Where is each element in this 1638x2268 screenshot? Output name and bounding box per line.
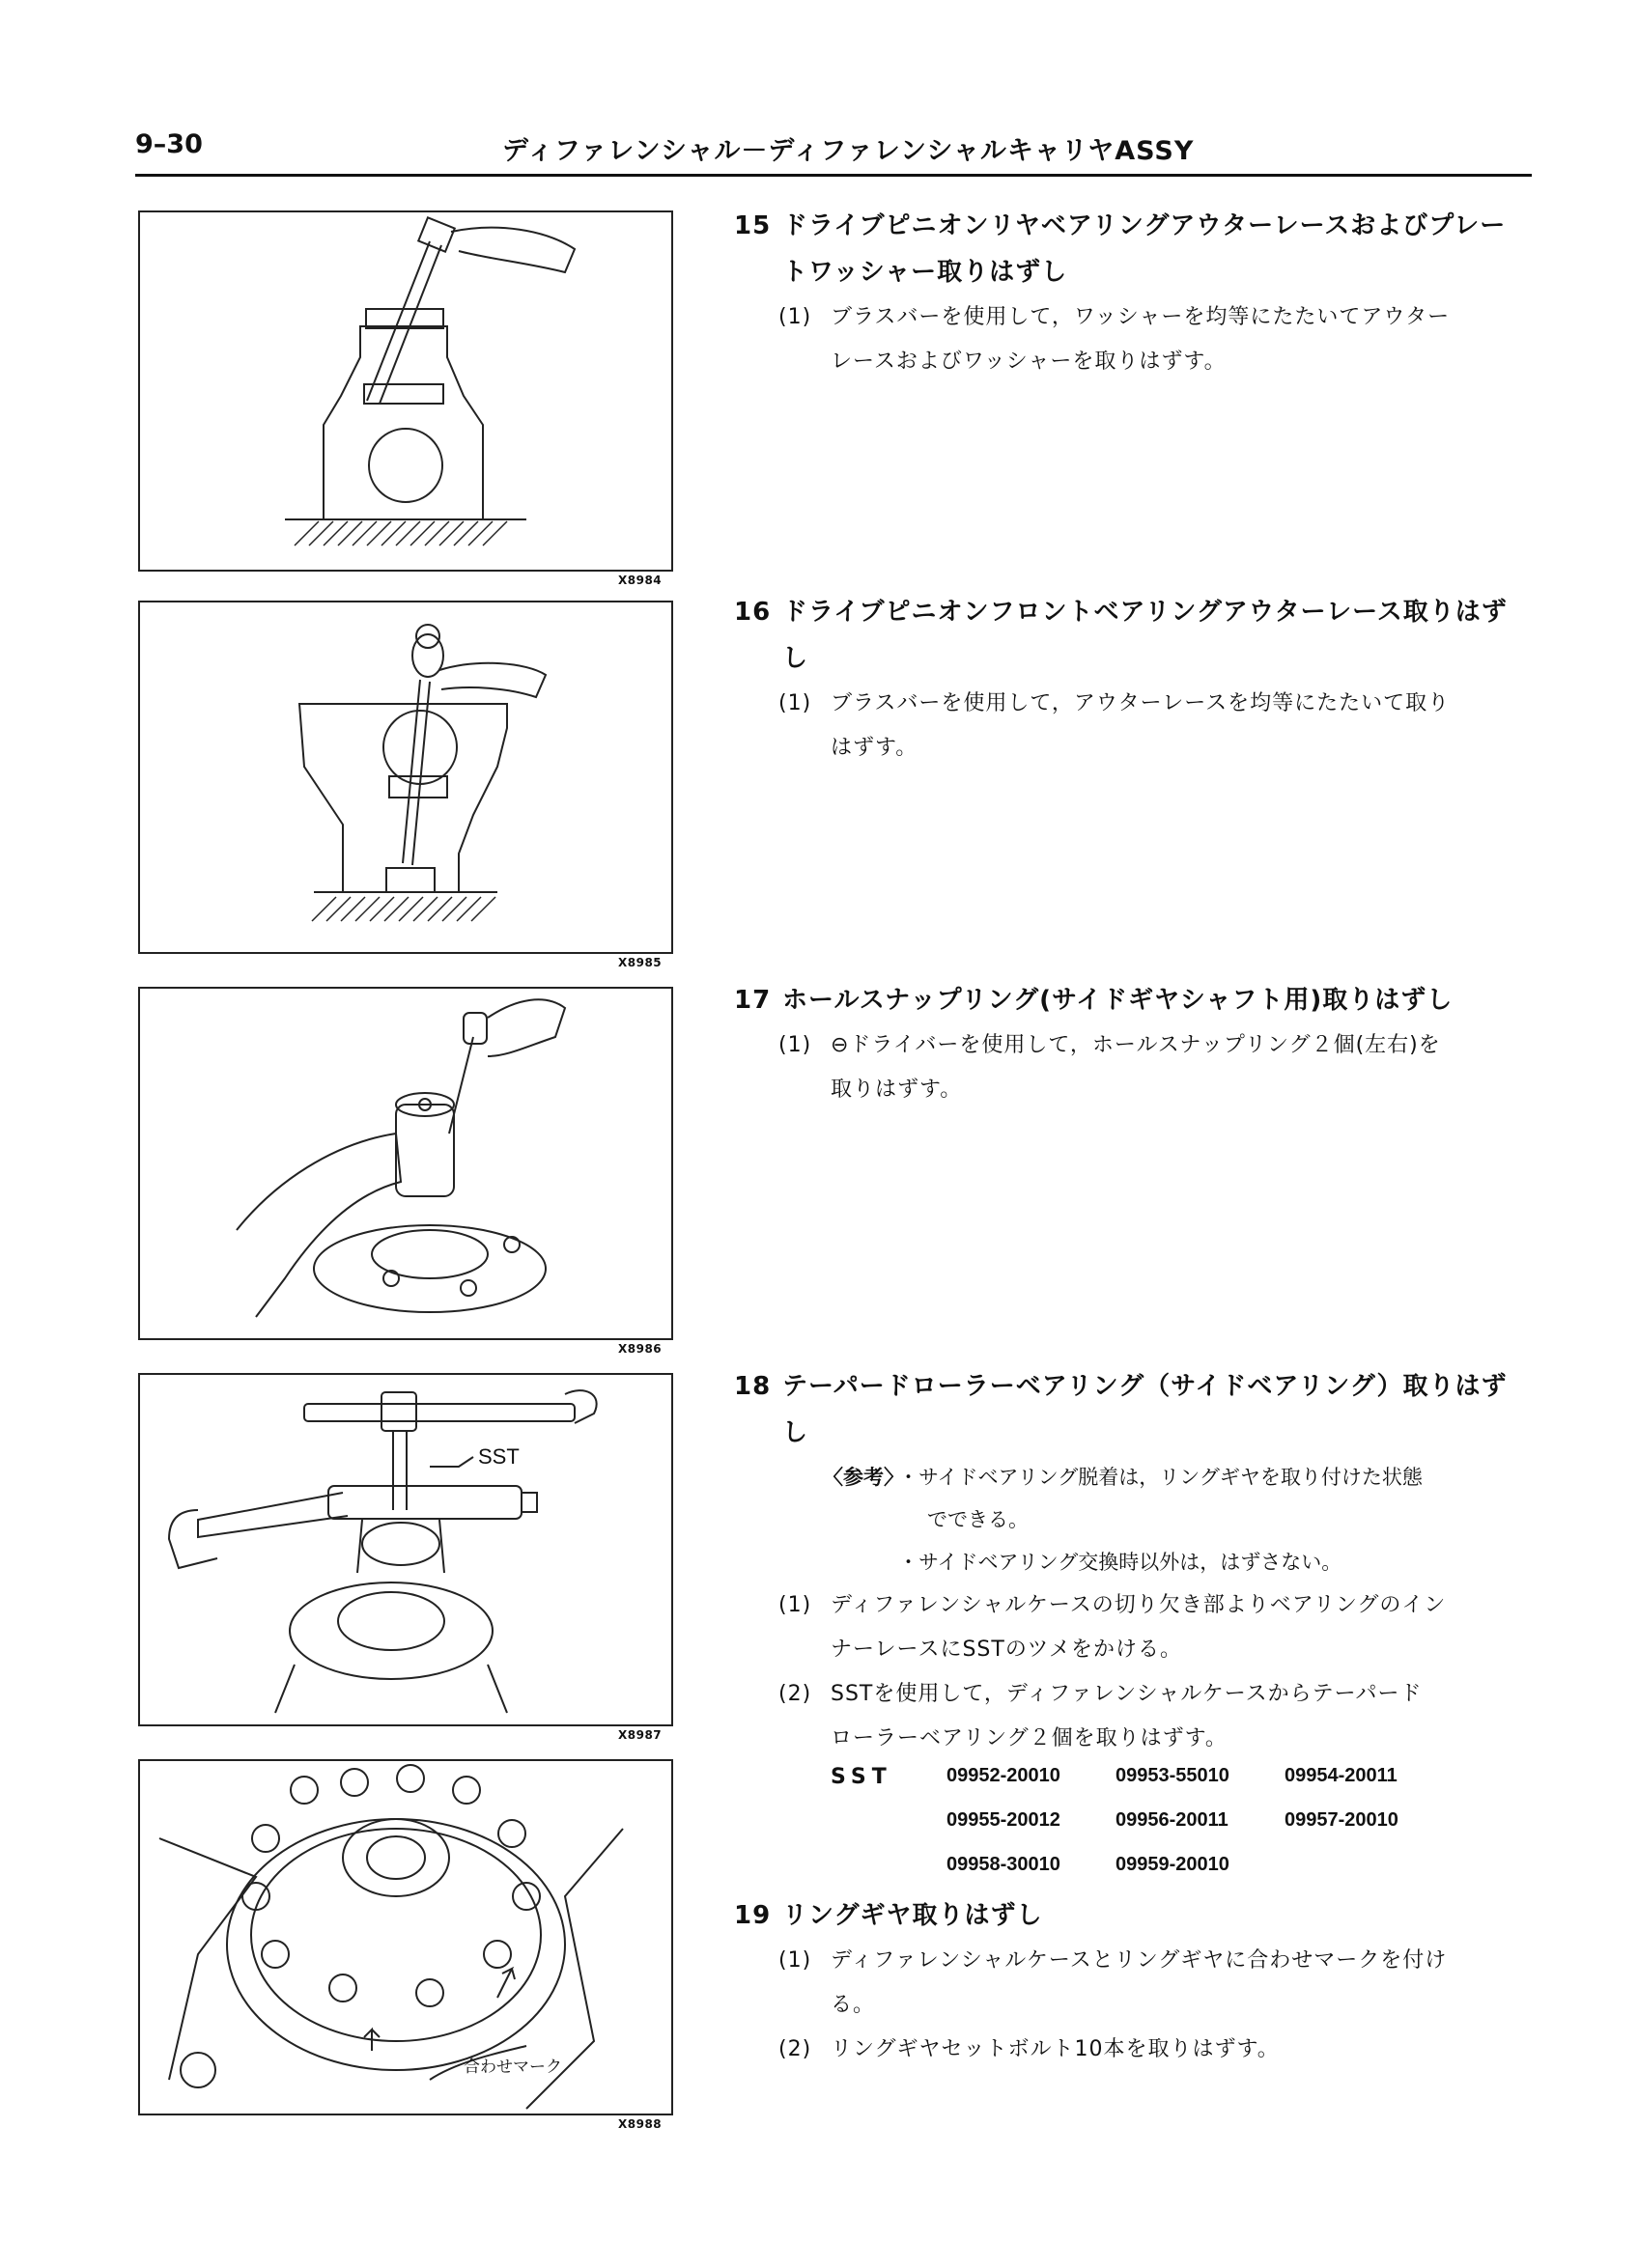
sst-code: 09956-20011 — [1116, 1809, 1228, 1831]
step-heading — [734, 1892, 1536, 1939]
figure-rear-bearing-race — [138, 210, 673, 572]
sst-table-label: SST — [831, 1765, 892, 1789]
sub-step-line: 取りはずす。 — [831, 1078, 963, 1102]
step-16 — [734, 589, 1536, 770]
sub-step-number: (2) — [778, 2037, 812, 2061]
sub-step-line: ブラスバーを使用して，ワッシャーを均等にたたいてアウター — [831, 305, 1451, 329]
sub-step-line: SSTを使用して，ディファレンシャルケースからテーパード — [831, 1682, 1423, 1706]
step-number: 16 — [734, 598, 772, 627]
note-line: ・サイドベアリング脱着は，リングギヤを取り付けた状態 — [898, 1466, 1423, 1489]
step-heading-line: リングギヤ取りはずし — [782, 1901, 1043, 1930]
illustration-screwdriver-snap-ring — [140, 989, 671, 1338]
sst-label: SST — [478, 1444, 520, 1469]
step-15 — [734, 203, 1536, 384]
note-line: ・サイドベアリング交換時以外は，はずさない。 — [898, 1551, 1342, 1574]
figure-code: X8988 — [618, 2117, 663, 2131]
step-heading — [734, 589, 1536, 682]
note-line: でできる。 — [927, 1508, 1029, 1531]
sst-row — [831, 1765, 1536, 1809]
sub-step-number: (1) — [778, 691, 812, 715]
page-number: 9–30 — [135, 129, 203, 159]
page-header — [135, 129, 1532, 178]
sub-step-number: (1) — [778, 305, 812, 329]
sub-step-line: ブラスバーを使用して，アウターレースを均等にたたいて取り — [831, 691, 1451, 715]
step-number: 17 — [734, 986, 772, 1015]
page-title: ディファレンシャル－ディファレンシャルキャリヤASSY — [502, 136, 1195, 166]
sub-step-number: (1) — [778, 1948, 812, 1973]
illustration-ring-gear-bolts — [140, 1761, 671, 2114]
step-heading — [734, 1363, 1536, 1456]
sub-step-line: ローラーベアリング２個を取りはずす。 — [831, 1726, 1228, 1750]
sst-code: 09952-20010 — [946, 1765, 1060, 1786]
figure-side-bearing-puller — [138, 1373, 673, 1726]
reference-label: 〈参考〉 — [823, 1466, 904, 1489]
step-number: 19 — [734, 1901, 772, 1930]
step-18 — [734, 1363, 1536, 1898]
sst-code: 09958-30010 — [946, 1854, 1060, 1875]
sst-table — [831, 1765, 1536, 1898]
step-heading — [734, 203, 1536, 295]
step-heading-line: し — [782, 644, 809, 673]
alignment-mark-label: 合わせマーク — [464, 2058, 562, 2077]
step-heading-line: ドライブピニオンリヤベアリングアウターレースおよびプレー — [782, 211, 1507, 240]
figure-code: X8984 — [618, 574, 663, 587]
step-heading-line: テーパードローラーベアリング（サイドベアリング）取りはず — [782, 1372, 1508, 1401]
sub-step — [734, 1023, 1536, 1112]
illustration-sst-puller — [140, 1375, 671, 1724]
sub-step-line: ディファレンシャルケースとリングギヤに合わせマークを付け — [831, 1948, 1448, 1973]
sub-step-line: ⊖ドライバーを使用して，ホールスナップリング２個(左右)を — [831, 1033, 1441, 1057]
sub-step — [734, 295, 1536, 384]
figure-code: X8986 — [618, 1342, 663, 1356]
illustration-brass-bar-washer — [140, 212, 671, 570]
sub-step-line: ディファレンシャルケースの切り欠き部よりベアリングのイン — [831, 1593, 1447, 1617]
step-number: 15 — [734, 211, 772, 240]
step-heading — [734, 977, 1536, 1023]
sub-step — [734, 1939, 1536, 2028]
figure-code: X8987 — [618, 1728, 663, 1742]
step-19 — [734, 1892, 1536, 2072]
sst-code: 09953-55010 — [1116, 1765, 1229, 1786]
step-heading-line: ホールスナップリング(サイドギヤシャフト用)取りはずし — [782, 986, 1454, 1015]
illustration-brass-bar-outer-race — [140, 602, 671, 952]
step-heading-line: トワッシャー取りはずし — [782, 258, 1068, 287]
figure-snap-ring — [138, 987, 673, 1340]
sst-row — [831, 1809, 1536, 1854]
sst-code: 09954-20011 — [1285, 1765, 1398, 1786]
figure-ring-gear — [138, 1759, 673, 2115]
sub-step-number: (1) — [778, 1593, 812, 1617]
figure-front-bearing-race — [138, 601, 673, 954]
sub-step — [734, 1672, 1536, 1761]
sub-step-number: (1) — [778, 1033, 812, 1057]
sub-step-line: リングギヤセットボルト10本を取りはずす。 — [831, 2037, 1280, 2061]
sub-step-line: はずす。 — [831, 736, 918, 760]
reference-note — [734, 1456, 1536, 1583]
sub-step-line: レースおよびワッシャーを取りはずす。 — [831, 350, 1227, 374]
sst-code: 09959-20010 — [1116, 1854, 1229, 1875]
step-heading-line: ドライブピニオンフロントベアリングアウターレース取りはず — [782, 598, 1508, 627]
sub-step-line: る。 — [831, 1993, 876, 2017]
sub-step-number: (2) — [778, 1682, 812, 1706]
sub-step — [734, 2028, 1536, 2072]
sub-step-line: ナーレースにSSTのツメをかける。 — [831, 1638, 1182, 1662]
step-number: 18 — [734, 1372, 772, 1401]
header-rule — [135, 174, 1532, 177]
sst-code: 09955-20012 — [946, 1809, 1060, 1831]
sub-step — [734, 682, 1536, 770]
sub-step — [734, 1583, 1536, 1672]
figure-code: X8985 — [618, 956, 663, 969]
step-heading-line: し — [782, 1418, 809, 1447]
step-17 — [734, 977, 1536, 1112]
sst-code: 09957-20010 — [1285, 1809, 1398, 1831]
